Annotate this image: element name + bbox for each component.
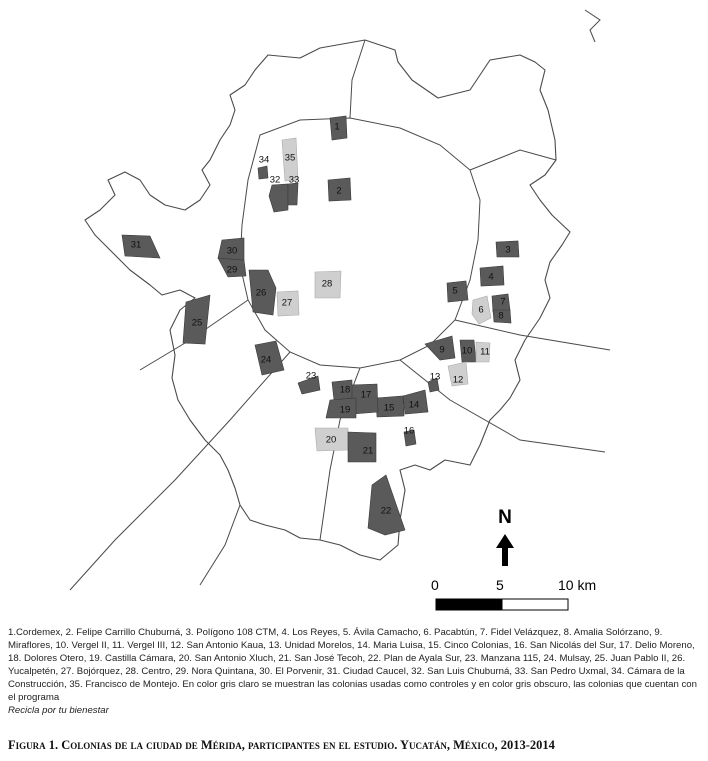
colonia-label: 22 — [380, 505, 392, 517]
colonia-label: 5 — [452, 285, 458, 297]
colonia-label: 19 — [339, 404, 351, 416]
colonia-label: 13 — [429, 371, 441, 383]
colonia-label: 2 — [336, 185, 342, 197]
colonia-label: 4 — [488, 271, 494, 283]
scale-label-0: 0 — [431, 577, 439, 593]
colonia-label: 16 — [403, 425, 415, 437]
colonia-label: 1 — [334, 121, 340, 133]
colonia-label: 32 — [269, 174, 281, 186]
ring-road — [240, 118, 480, 368]
colonia-label: 35 — [284, 152, 296, 164]
road — [585, 10, 600, 42]
colonia-label: 15 — [383, 402, 395, 414]
scale-bar — [431, 577, 596, 610]
colonia-label: 28 — [321, 278, 333, 290]
colonia-label: 7 — [500, 296, 506, 308]
colonia-label: 14 — [408, 399, 420, 411]
road — [470, 150, 556, 170]
colonia-label: 3 — [505, 244, 511, 256]
colonia-label: 29 — [226, 264, 238, 276]
scale-bar-black — [436, 599, 502, 610]
road — [350, 40, 365, 118]
north-label: N — [498, 507, 512, 528]
figure-title: Figura 1. Colonias de la ciudad de Mérida, participantes en el estudio. Yucatán, México, 2013-2014 — [8, 738, 555, 752]
colonia-label: 20 — [325, 434, 337, 446]
colonia-label: 26 — [255, 287, 267, 299]
colonia-label: 27 — [281, 297, 293, 309]
scale-label-10: 10 km — [558, 577, 597, 593]
north-arrow-icon — [496, 534, 514, 566]
colonia-label: 24 — [260, 354, 272, 366]
colonia-label: 33 — [288, 174, 300, 186]
colonia-label: 30 — [226, 245, 238, 257]
colonia-label: 6 — [478, 304, 484, 316]
colonia-label: 11 — [480, 346, 490, 358]
colonia-label: 9 — [439, 344, 445, 356]
colonia-label: 25 — [191, 317, 203, 329]
colonia-label: 23 — [305, 370, 317, 382]
colonia-label: 21 — [362, 445, 374, 457]
colonia-label: 31 — [130, 239, 142, 251]
road — [70, 352, 290, 590]
caption-colonia-list: 1.Cordemex, 2. Felipe Carrillo Chuburná, 3. Polígono 108 CTM, 4. Los Reyes, 5. Ávila Camacho, 6. Pacabtún, 7. Fidel Velázquez, 8. Amalia Solórzano, 9. Miraflores, 10. Vergel II, 11. Vergel III, 12. San Antonio Kaua, 13. Unidad Morelos, 14. Maria Luisa, 15. Cinco Colonias, 16. San Nicolás del Sur, 17. Delio Moreno, 18. Dolores Otero, 19. Castilla Cámara, 20. San Antonio Xluch, 21. San José Tecoh, 22. Plan de Ayala Sur, 23. Manzana 115, 24. Mulsay, 25. Juan Pablo II, 26. Yucalpetén, 27. Bojórquez, 28. Centro, 29. Nora Quintana, 30. El Porvenir, 31. Ciudad Caucel, 32. San Luis Chuburná, 33. San Pedro Uxmal, 34. Cámara de la Construcción, 35. Francisco de Montejo. En color gris claro se muestran las colonias usadas como controles y en color gris obscuro, las colonias que cuentan con el programa — [8, 627, 697, 703]
caption-program-name: Recicla por tu bienestar — [8, 705, 109, 716]
colonia-label: 10 — [461, 345, 473, 357]
scale-label-5: 5 — [496, 577, 504, 593]
colonia-label: 12 — [452, 374, 464, 386]
colonia-label: 34 — [258, 154, 270, 166]
colonia-34 — [258, 166, 268, 179]
figure-caption — [8, 626, 700, 717]
scale-bar-white — [502, 599, 568, 610]
north-arrow — [496, 507, 514, 566]
road — [200, 505, 240, 585]
colonia-label: 8 — [498, 310, 504, 322]
colonia-32 — [269, 184, 288, 212]
colonia-33 — [288, 183, 298, 205]
colonia-label: 17 — [360, 389, 372, 401]
colonia-label: 18 — [339, 384, 351, 396]
